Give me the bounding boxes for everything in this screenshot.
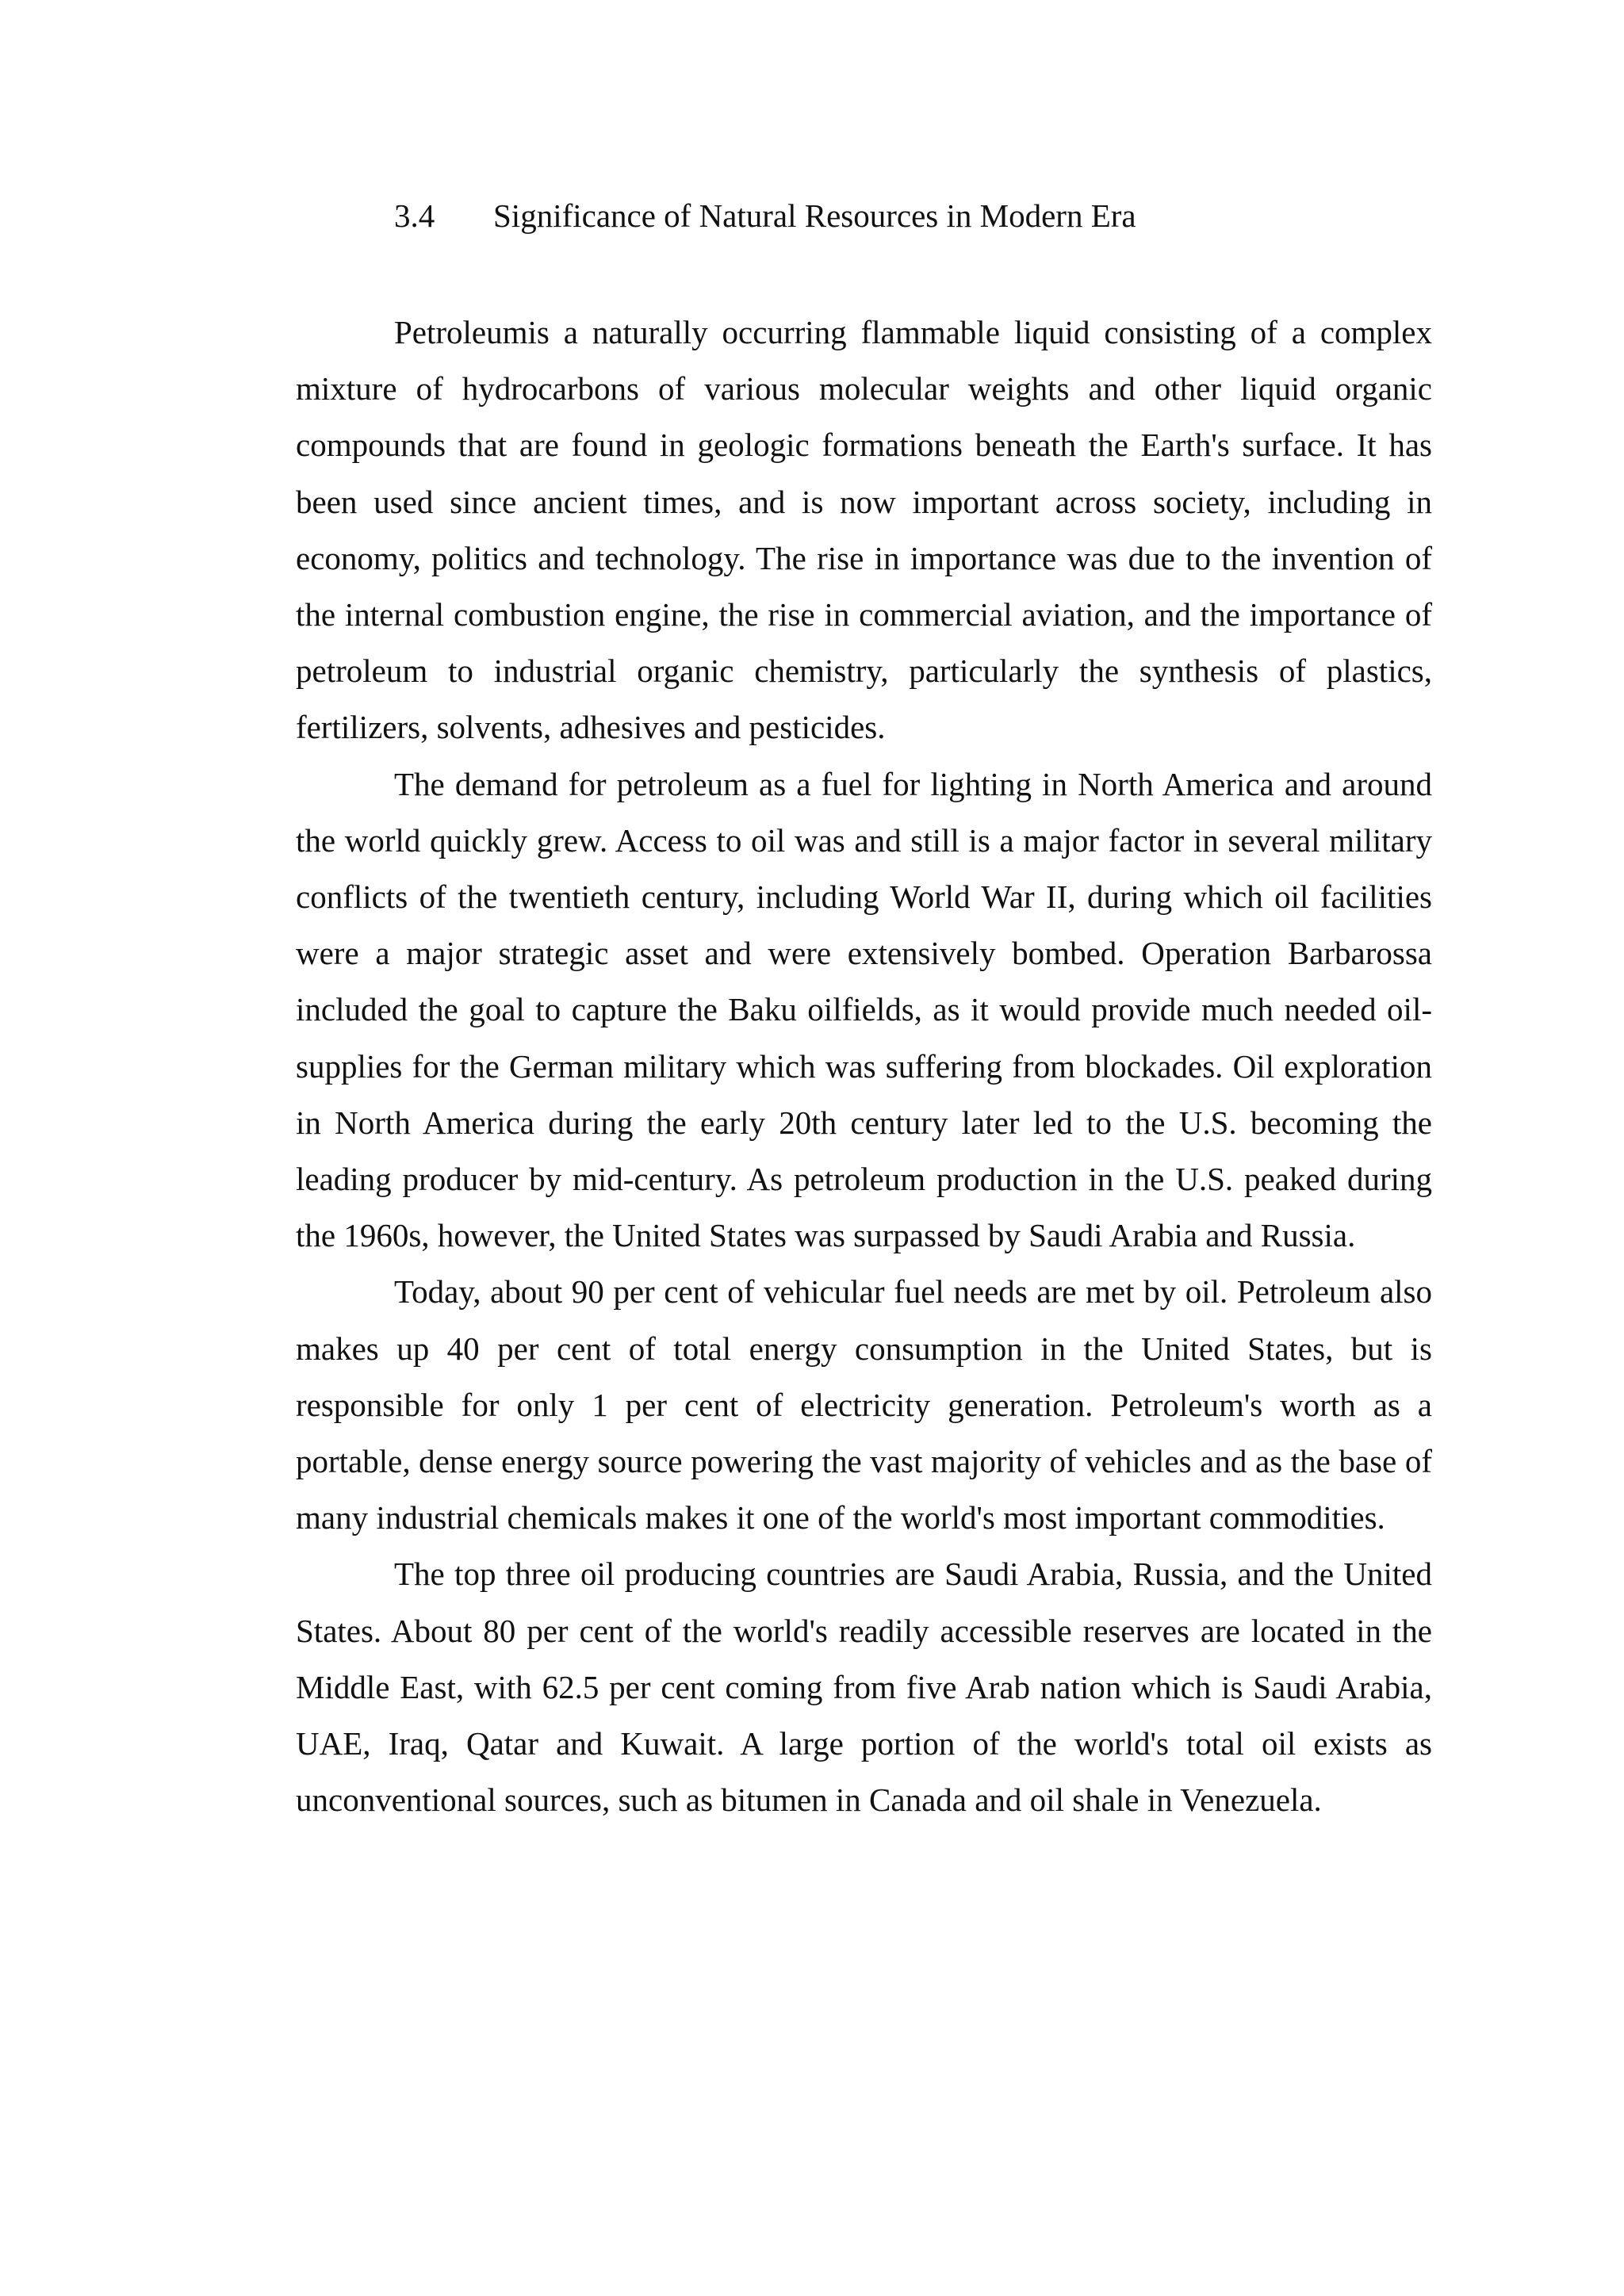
- paragraph-petroleum-definition: Petroleumis a naturally occurring flammable liquid consisting of a complex mixture of hydrocarbons of various molecular weights and other liquid organic compounds that are found in geologic formations beneath the Earth's surface. It has been used since ancient times, and is now important across society, including in economy, politics and technology. The rise in importance was due to the invention of the internal combustion engine, the rise in commercial aviation, and the importance of petroleum to industrial organic chemistry, particularly the synthesis of plastics, fertilizers, solvents, adhesives and pesticides.: [296, 314, 1432, 746]
- paragraph-petroleum-demand: The demand for petroleum as a fuel for lighting in North America and around the world quickly grew. Access to oil was and still is a major factor in several military conflicts of the twentieth century, including World War II, during which oil facilities were a major strategic asset and were extensively bombed. Operation Barbarossa included the goal to capture the Baku oilfields, as it would provide much needed oil-supplies for the German military which was suffering from blockades. Oil exploration in North America during the early 20th century later led to the U.S. becoming the leading producer by mid-century. As petroleum production in the U.S. peaked during the 1960s, however, the United States was surpassed by Saudi Arabia and Russia.: [296, 765, 1432, 1254]
- paragraph-oil-producers: The top three oil producing countries are Saudi Arabia, Russia, and the United States. About 80 per cent of the world's readily accessible reserves are located in the Middle East, with 62.5 per cent coming from five Arab nation which is Saudi Arabia, UAE, Iraq, Qatar and Kuwait. A large portion of the world's total oil exists as unconventional sources, such as bitumen in Canada and oil shale in Venezuela.: [296, 1556, 1432, 1819]
- section-number: 3.4: [394, 197, 435, 234]
- section-heading: [394, 192, 1504, 239]
- section-title: Significance of Natural Resources in Modern Era: [493, 197, 1136, 234]
- paragraph-petroleum-usage: Today, about 90 per cent of vehicular fuel needs are met by oil. Petroleum also makes up 40 per cent of total energy consumption in the United States, but is responsible for only 1 per cent of electricity generation. Petroleum's worth as a portable, dense energy source powering the vast majority of vehicles and as the base of many industrial chemicals makes it one of the world's most important commodities.: [296, 1273, 1432, 1536]
- body-text: [296, 304, 1432, 1828]
